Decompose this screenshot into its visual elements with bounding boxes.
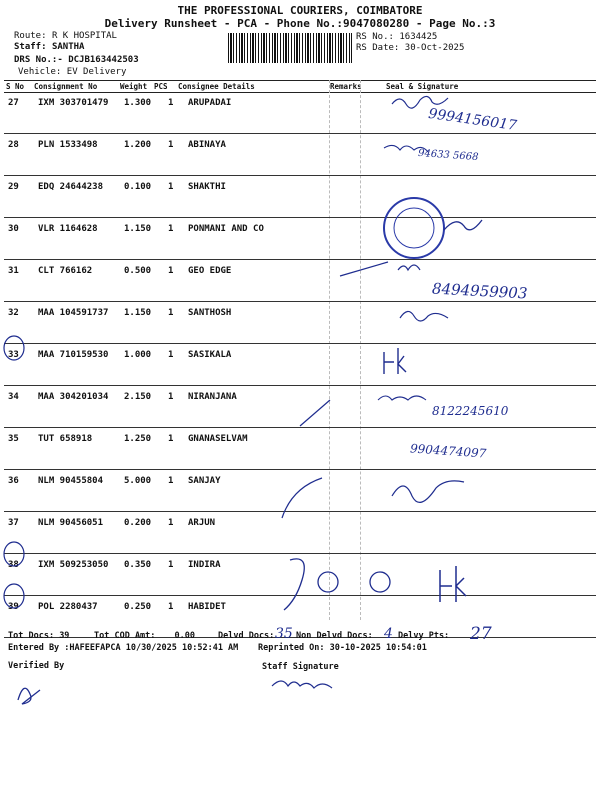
delivery-points-value: 27 bbox=[470, 624, 492, 644]
table-row bbox=[4, 91, 596, 134]
tot-docs-label: Tot Docs: bbox=[8, 631, 55, 641]
cell-cons: MAA 304201034 bbox=[38, 392, 109, 402]
staff-label: Staff: bbox=[14, 42, 47, 52]
delivered-docs-value: 35 bbox=[275, 626, 293, 642]
cell-cons: EDQ 24644238 bbox=[38, 182, 104, 192]
cell-name: SANTHOSH bbox=[188, 308, 232, 318]
rs-date-label: RS Date: bbox=[356, 43, 400, 53]
cell-cons: MAA 104591737 bbox=[38, 308, 109, 318]
table-row bbox=[4, 301, 596, 344]
route-line bbox=[14, 31, 117, 41]
staff-signature-label: Staff Signature bbox=[262, 662, 339, 672]
handwritten-phone-r27: 9994156017 bbox=[427, 105, 518, 135]
col-sno: S No bbox=[6, 82, 25, 91]
cell-wt: 0.250 bbox=[124, 602, 152, 612]
reprinted-on bbox=[258, 643, 427, 653]
cell-wt: 1.150 bbox=[124, 224, 152, 234]
cell-cons: MAA 710159530 bbox=[38, 350, 109, 360]
col-pcs: PCS bbox=[154, 82, 168, 91]
cell-name: SANJAY bbox=[188, 476, 221, 486]
cell-sno: 36 bbox=[8, 476, 19, 486]
entered-by-label: Entered By : bbox=[8, 643, 70, 653]
cell-name: SASIKALA bbox=[188, 350, 232, 360]
col-remarks: Remarks bbox=[330, 82, 362, 91]
cell-sno: 32 bbox=[8, 308, 19, 318]
company-title: THE PROFESSIONAL COURIERS, COIMBATORE bbox=[177, 4, 423, 17]
cell-sno: 33 bbox=[8, 350, 19, 360]
cell-cons: CLT 766162 bbox=[38, 266, 93, 276]
rs-no-label: RS No.: bbox=[356, 32, 394, 42]
rs-no-value: 1634425 bbox=[399, 32, 438, 42]
drs-line bbox=[14, 55, 139, 65]
table-row bbox=[4, 133, 596, 176]
cell-wt: 5.000 bbox=[124, 476, 152, 486]
col-consignment: Consignment No bbox=[34, 82, 98, 91]
col-weight: Weight bbox=[120, 82, 148, 91]
cell-cons: POL 2280437 bbox=[38, 602, 98, 612]
cell-pcs: 1 bbox=[168, 476, 174, 486]
cell-pcs: 1 bbox=[168, 518, 174, 528]
cell-sno: 38 bbox=[8, 560, 19, 570]
vehicle-value: EV Delivery bbox=[66, 67, 127, 77]
total-docs bbox=[8, 631, 69, 641]
cell-cons: NLM 90455804 bbox=[38, 476, 104, 486]
cell-sno: 34 bbox=[8, 392, 19, 402]
cell-sno: 29 bbox=[8, 182, 19, 192]
rs-no-line bbox=[356, 32, 437, 42]
cell-wt: 1.150 bbox=[124, 308, 152, 318]
cell-wt: 0.500 bbox=[124, 266, 152, 276]
cell-name: ARUPADAI bbox=[188, 98, 232, 108]
tot-cod-label: Tot COD Amt: bbox=[94, 631, 156, 641]
handwritten-phone-r31: 8494959903 bbox=[431, 279, 528, 303]
table-row bbox=[4, 427, 596, 470]
cell-name: ABINAYA bbox=[188, 140, 226, 150]
cell-name: GEO EDGE bbox=[188, 266, 232, 276]
cell-sno: 27 bbox=[8, 98, 19, 108]
non-delivered-docs-label: Non Delvd Docs: bbox=[296, 631, 373, 641]
cell-pcs: 1 bbox=[168, 434, 174, 444]
cell-cons: PLN 1533498 bbox=[38, 140, 98, 150]
col-consignee: Consignee Details bbox=[178, 82, 255, 91]
cell-name: NIRANJANA bbox=[188, 392, 237, 402]
cell-pcs: 1 bbox=[168, 266, 174, 276]
route-label: Route: bbox=[14, 31, 47, 41]
reprinted-label: Reprinted On: bbox=[258, 643, 325, 653]
staff-value: SANTHA bbox=[51, 42, 85, 52]
table-row bbox=[4, 385, 596, 428]
table-row bbox=[4, 175, 596, 218]
cell-sno: 35 bbox=[8, 434, 19, 444]
cell-wt: 0.350 bbox=[124, 560, 152, 570]
handwritten-phone-r35: 9904474097 bbox=[409, 441, 487, 461]
table-row bbox=[4, 469, 596, 512]
cell-cons: IXM 303701479 bbox=[38, 98, 109, 108]
tot-docs-value: 39 bbox=[59, 631, 70, 641]
cell-name: INDIRA bbox=[188, 560, 221, 570]
drs-value: DCJB163442503 bbox=[68, 55, 139, 65]
cell-pcs: 1 bbox=[168, 560, 174, 570]
cell-pcs: 1 bbox=[168, 602, 174, 612]
table-row bbox=[4, 511, 596, 554]
cell-name: GNANASELVAM bbox=[188, 434, 248, 444]
cell-sno: 37 bbox=[8, 518, 19, 528]
cell-wt: 0.100 bbox=[124, 182, 152, 192]
cell-pcs: 1 bbox=[168, 392, 174, 402]
vehicle-line bbox=[18, 67, 126, 77]
entered-by bbox=[8, 643, 238, 653]
vehicle-label: Vehicle: bbox=[18, 67, 62, 77]
staff-line bbox=[14, 42, 84, 52]
cell-name: HABIDET bbox=[188, 602, 226, 612]
handwritten-phone-r34: 8122245610 bbox=[432, 404, 509, 418]
table-row bbox=[4, 553, 596, 596]
cell-wt: 1.300 bbox=[124, 98, 152, 108]
cell-cons: TUT 658918 bbox=[38, 434, 93, 444]
delivery-points-label: Delvy Pts: bbox=[398, 631, 450, 641]
cell-cons: VLR 1164628 bbox=[38, 224, 98, 234]
cell-pcs: 1 bbox=[168, 140, 174, 150]
cell-cons: NLM 90456051 bbox=[38, 518, 104, 528]
cell-cons: IXM 509253050 bbox=[38, 560, 109, 570]
cell-pcs: 1 bbox=[168, 308, 174, 318]
barcode-image bbox=[228, 33, 352, 63]
reprinted-value: 30-10-2025 10:54:01 bbox=[329, 643, 427, 653]
route-value: R K HOSPITAL bbox=[51, 31, 117, 41]
cell-wt: 1.000 bbox=[124, 350, 152, 360]
non-delivered-docs-value: 4 bbox=[384, 626, 393, 642]
total-cod bbox=[94, 631, 195, 641]
cell-wt: 1.250 bbox=[124, 434, 152, 444]
table-row bbox=[4, 259, 596, 302]
cell-wt: 1.200 bbox=[124, 140, 152, 150]
tot-cod-value: 0.00 bbox=[174, 631, 196, 641]
col-seal: Seal & Signature bbox=[386, 82, 459, 91]
cell-pcs: 1 bbox=[168, 350, 174, 360]
verified-by-label: Verified By bbox=[8, 661, 65, 671]
cell-name: PONMANI AND CO bbox=[188, 224, 264, 234]
cell-wt: 2.150 bbox=[124, 392, 152, 402]
cell-sno: 31 bbox=[8, 266, 19, 276]
cell-sno: 28 bbox=[8, 140, 19, 150]
cell-sno: 39 bbox=[8, 602, 19, 612]
cell-name: ARJUN bbox=[188, 518, 216, 528]
table-row bbox=[4, 343, 596, 386]
entered-by-value: HAFEEFAPCA 10/30/2025 10:52:41 AM bbox=[69, 643, 239, 653]
cell-pcs: 1 bbox=[168, 224, 174, 234]
cell-pcs: 1 bbox=[168, 182, 174, 192]
cell-name: SHAKTHI bbox=[188, 182, 226, 192]
runsheet-subtitle: Delivery Runsheet - PCA - Phone No.:9047080280 - Page No.:3 bbox=[104, 17, 496, 30]
cell-sno: 30 bbox=[8, 224, 19, 234]
rs-date-line bbox=[356, 43, 464, 53]
table-row bbox=[4, 217, 596, 260]
handwritten-phone-r28: 94633 5668 bbox=[417, 147, 479, 164]
drs-label: DRS No.:- bbox=[14, 55, 63, 65]
rs-date-value: 30-Oct-2025 bbox=[404, 43, 465, 53]
cell-pcs: 1 bbox=[168, 98, 174, 108]
delivered-docs-label: Delvd Docs: bbox=[218, 631, 275, 641]
cell-wt: 0.200 bbox=[124, 518, 152, 528]
